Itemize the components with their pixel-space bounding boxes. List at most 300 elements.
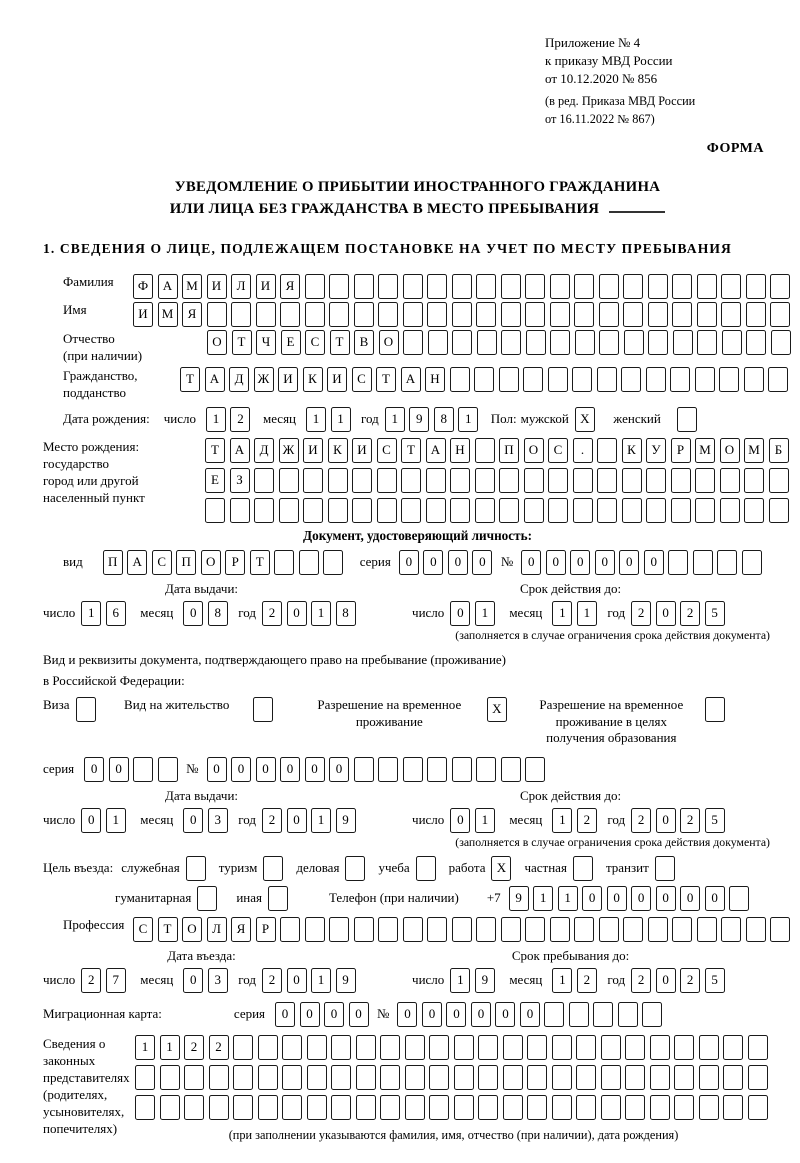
cell[interactable]: С xyxy=(352,367,372,392)
cell[interactable] xyxy=(499,498,519,523)
cell[interactable]: 1 xyxy=(160,1035,180,1060)
cell[interactable] xyxy=(429,1095,449,1120)
cell[interactable] xyxy=(697,274,717,299)
cell[interactable]: 2 xyxy=(577,968,597,993)
cell[interactable]: 5 xyxy=(705,968,725,993)
cell[interactable] xyxy=(133,757,153,782)
cell[interactable] xyxy=(646,367,666,392)
cell[interactable]: 1 xyxy=(311,968,331,993)
cell[interactable] xyxy=(699,1095,719,1120)
cell[interactable]: Б xyxy=(769,438,789,463)
cell[interactable] xyxy=(671,468,691,493)
cell[interactable]: 6 xyxy=(106,601,126,626)
cell[interactable]: 1 xyxy=(475,601,495,626)
cell[interactable] xyxy=(744,498,764,523)
cell[interactable] xyxy=(403,757,423,782)
cell[interactable] xyxy=(452,274,472,299)
cell[interactable]: 2 xyxy=(209,1035,229,1060)
cell[interactable]: 0 xyxy=(287,968,307,993)
cell[interactable] xyxy=(303,498,323,523)
cell[interactable]: И xyxy=(352,438,372,463)
cell[interactable] xyxy=(135,1095,155,1120)
cell[interactable]: Ф xyxy=(133,274,153,299)
cell[interactable] xyxy=(719,367,739,392)
purpose-business-checkbox[interactable] xyxy=(186,856,206,881)
cell[interactable]: О xyxy=(524,438,544,463)
cell[interactable]: У xyxy=(646,438,666,463)
cell[interactable] xyxy=(305,302,325,327)
cell[interactable] xyxy=(328,468,348,493)
cell[interactable] xyxy=(744,468,764,493)
cell[interactable]: 2 xyxy=(631,601,651,626)
cell[interactable] xyxy=(674,1065,694,1090)
cell[interactable] xyxy=(548,468,568,493)
cell[interactable]: 3 xyxy=(208,968,228,993)
cell[interactable] xyxy=(673,330,693,355)
purpose-commercial-checkbox[interactable] xyxy=(345,856,365,881)
cell[interactable] xyxy=(454,1065,474,1090)
cell[interactable] xyxy=(746,302,766,327)
cell[interactable]: Т xyxy=(250,550,270,575)
cell[interactable] xyxy=(746,330,766,355)
cell[interactable]: П xyxy=(103,550,123,575)
cell[interactable] xyxy=(697,917,717,942)
cell[interactable]: Д xyxy=(229,367,249,392)
cell[interactable] xyxy=(721,302,741,327)
cell[interactable]: 1 xyxy=(135,1035,155,1060)
cell[interactable]: Я xyxy=(280,274,300,299)
cell[interactable]: С xyxy=(548,438,568,463)
cell[interactable] xyxy=(593,1002,613,1027)
cell[interactable] xyxy=(599,302,619,327)
cell[interactable] xyxy=(599,330,619,355)
cell[interactable] xyxy=(274,550,294,575)
cell[interactable] xyxy=(503,1035,523,1060)
cell[interactable]: М xyxy=(158,302,178,327)
cell[interactable] xyxy=(331,1035,351,1060)
cell[interactable] xyxy=(501,330,521,355)
cell[interactable] xyxy=(328,498,348,523)
cell[interactable] xyxy=(282,1095,302,1120)
cell[interactable] xyxy=(478,1065,498,1090)
cell[interactable] xyxy=(672,274,692,299)
cell[interactable]: 9 xyxy=(475,968,495,993)
cell[interactable]: И xyxy=(278,367,298,392)
cell[interactable] xyxy=(668,550,688,575)
cell[interactable]: Н xyxy=(450,438,470,463)
cell[interactable] xyxy=(405,1095,425,1120)
cell[interactable]: А xyxy=(158,274,178,299)
cell[interactable] xyxy=(723,1035,743,1060)
cell[interactable] xyxy=(476,302,496,327)
cell[interactable] xyxy=(282,1065,302,1090)
cell[interactable] xyxy=(525,917,545,942)
cell[interactable] xyxy=(671,498,691,523)
cell[interactable]: С xyxy=(133,917,153,942)
cell[interactable]: 0 xyxy=(280,757,300,782)
cell[interactable] xyxy=(401,468,421,493)
cell[interactable] xyxy=(503,1065,523,1090)
cell[interactable] xyxy=(746,274,766,299)
cell[interactable] xyxy=(573,468,593,493)
cell[interactable] xyxy=(622,468,642,493)
cell[interactable]: 2 xyxy=(577,808,597,833)
cell[interactable] xyxy=(205,498,225,523)
purpose-other-checkbox[interactable] xyxy=(268,886,288,911)
cell[interactable] xyxy=(475,498,495,523)
cell[interactable] xyxy=(258,1095,278,1120)
cell[interactable] xyxy=(550,917,570,942)
cell[interactable] xyxy=(427,274,447,299)
purpose-transit-checkbox[interactable] xyxy=(655,856,675,881)
cell[interactable] xyxy=(452,330,472,355)
cell[interactable] xyxy=(427,917,447,942)
cell[interactable]: С xyxy=(377,438,397,463)
cell[interactable]: 1 xyxy=(458,407,478,432)
cell[interactable]: 0 xyxy=(448,550,468,575)
cell[interactable] xyxy=(354,274,374,299)
cell[interactable]: 0 xyxy=(183,601,203,626)
cell[interactable] xyxy=(744,367,764,392)
cell[interactable] xyxy=(672,917,692,942)
cell[interactable] xyxy=(209,1095,229,1120)
cell[interactable]: 0 xyxy=(680,886,700,911)
cell[interactable] xyxy=(256,302,276,327)
cell[interactable]: С xyxy=(305,330,325,355)
cell[interactable] xyxy=(527,1035,547,1060)
cell[interactable]: 0 xyxy=(109,757,129,782)
cell[interactable]: Ч xyxy=(256,330,276,355)
cell[interactable] xyxy=(599,917,619,942)
cell[interactable] xyxy=(748,1065,768,1090)
cell[interactable] xyxy=(305,274,325,299)
cell[interactable] xyxy=(475,468,495,493)
cell[interactable] xyxy=(524,468,544,493)
sex-female-checkbox[interactable] xyxy=(677,407,697,432)
cell[interactable]: Т xyxy=(180,367,200,392)
cell[interactable] xyxy=(378,302,398,327)
cell[interactable] xyxy=(674,1035,694,1060)
cell[interactable]: 0 xyxy=(397,1002,417,1027)
cell[interactable] xyxy=(476,274,496,299)
cell[interactable] xyxy=(403,917,423,942)
cell[interactable] xyxy=(305,917,325,942)
cell[interactable] xyxy=(352,498,372,523)
cell[interactable] xyxy=(426,468,446,493)
cell[interactable]: 0 xyxy=(81,808,101,833)
cell[interactable]: 1 xyxy=(552,601,572,626)
cell[interactable] xyxy=(380,1095,400,1120)
cell[interactable]: Т xyxy=(401,438,421,463)
temp-residence-education-checkbox[interactable] xyxy=(705,697,725,722)
cell[interactable] xyxy=(618,1002,638,1027)
cell[interactable]: 0 xyxy=(256,757,276,782)
cell[interactable]: 9 xyxy=(409,407,429,432)
cell[interactable] xyxy=(550,302,570,327)
cell[interactable]: 9 xyxy=(336,968,356,993)
cell[interactable]: Ж xyxy=(279,438,299,463)
cell[interactable]: Я xyxy=(182,302,202,327)
cell[interactable] xyxy=(770,302,790,327)
cell[interactable] xyxy=(770,917,790,942)
cell[interactable]: 0 xyxy=(423,550,443,575)
cell[interactable] xyxy=(405,1065,425,1090)
cell[interactable]: 0 xyxy=(595,550,615,575)
cell[interactable]: А xyxy=(230,438,250,463)
cell[interactable] xyxy=(377,498,397,523)
cell[interactable] xyxy=(427,757,447,782)
cell[interactable] xyxy=(574,302,594,327)
cell[interactable] xyxy=(597,498,617,523)
cell[interactable]: 0 xyxy=(521,550,541,575)
purpose-work-checkbox[interactable]: X xyxy=(491,856,511,881)
cell[interactable] xyxy=(597,367,617,392)
cell[interactable] xyxy=(231,302,251,327)
cell[interactable]: 2 xyxy=(262,968,282,993)
cell[interactable]: 0 xyxy=(84,757,104,782)
cell[interactable]: 1 xyxy=(81,601,101,626)
cell[interactable]: И xyxy=(207,274,227,299)
cell[interactable] xyxy=(746,917,766,942)
cell[interactable]: 0 xyxy=(446,1002,466,1027)
cell[interactable] xyxy=(729,886,749,911)
cell[interactable] xyxy=(427,302,447,327)
cell[interactable] xyxy=(403,302,423,327)
cell[interactable]: Л xyxy=(231,274,251,299)
cell[interactable] xyxy=(233,1095,253,1120)
cell[interactable]: 9 xyxy=(336,808,356,833)
cell[interactable]: 1 xyxy=(206,407,226,432)
cell[interactable] xyxy=(380,1035,400,1060)
cell[interactable] xyxy=(475,438,495,463)
cell[interactable]: 1 xyxy=(106,808,126,833)
cell[interactable] xyxy=(771,330,791,355)
cell[interactable] xyxy=(695,498,715,523)
cell[interactable]: И xyxy=(256,274,276,299)
purpose-tourism-checkbox[interactable] xyxy=(263,856,283,881)
cell[interactable] xyxy=(258,1035,278,1060)
cell[interactable]: О xyxy=(379,330,399,355)
cell[interactable] xyxy=(748,1035,768,1060)
cell[interactable]: О xyxy=(207,330,227,355)
cell[interactable] xyxy=(405,1035,425,1060)
cell[interactable]: 0 xyxy=(619,550,639,575)
cell[interactable] xyxy=(499,468,519,493)
cell[interactable]: 0 xyxy=(207,757,227,782)
cell[interactable] xyxy=(527,1095,547,1120)
cell[interactable]: Р xyxy=(671,438,691,463)
cell[interactable] xyxy=(552,1035,572,1060)
cell[interactable] xyxy=(621,367,641,392)
cell[interactable] xyxy=(625,1095,645,1120)
cell[interactable]: П xyxy=(176,550,196,575)
cell[interactable] xyxy=(329,917,349,942)
cell[interactable]: 0 xyxy=(471,1002,491,1027)
cell[interactable]: 8 xyxy=(208,601,228,626)
cell[interactable]: 0 xyxy=(656,968,676,993)
cell[interactable]: 1 xyxy=(450,968,470,993)
cell[interactable]: 0 xyxy=(287,808,307,833)
cell[interactable]: К xyxy=(303,367,323,392)
cell[interactable] xyxy=(429,1065,449,1090)
cell[interactable] xyxy=(258,1065,278,1090)
cell[interactable] xyxy=(550,274,570,299)
cell[interactable] xyxy=(742,550,762,575)
cell[interactable] xyxy=(160,1095,180,1120)
cell[interactable] xyxy=(699,1035,719,1060)
cell[interactable] xyxy=(622,498,642,523)
cell[interactable] xyxy=(552,1095,572,1120)
cell[interactable] xyxy=(625,1035,645,1060)
cell[interactable]: 0 xyxy=(287,601,307,626)
cell[interactable]: 8 xyxy=(336,601,356,626)
cell[interactable]: Е xyxy=(281,330,301,355)
cell[interactable]: 0 xyxy=(450,601,470,626)
cell[interactable]: Е xyxy=(205,468,225,493)
cell[interactable] xyxy=(574,917,594,942)
cell[interactable] xyxy=(525,302,545,327)
sex-male-checkbox[interactable]: X xyxy=(575,407,595,432)
cell[interactable] xyxy=(574,274,594,299)
cell[interactable]: С xyxy=(152,550,172,575)
cell[interactable] xyxy=(254,468,274,493)
cell[interactable]: 0 xyxy=(472,550,492,575)
cell[interactable] xyxy=(403,274,423,299)
cell[interactable]: 0 xyxy=(183,968,203,993)
cell[interactable]: 1 xyxy=(552,808,572,833)
cell[interactable]: 0 xyxy=(546,550,566,575)
cell[interactable]: 2 xyxy=(680,808,700,833)
cell[interactable] xyxy=(503,1095,523,1120)
cell[interactable]: И xyxy=(327,367,347,392)
cell[interactable] xyxy=(354,917,374,942)
cell[interactable]: 2 xyxy=(184,1035,204,1060)
cell[interactable] xyxy=(548,498,568,523)
cell[interactable] xyxy=(523,367,543,392)
cell[interactable] xyxy=(474,367,494,392)
cell[interactable]: 2 xyxy=(680,601,700,626)
cell[interactable] xyxy=(601,1035,621,1060)
cell[interactable]: 0 xyxy=(644,550,664,575)
cell[interactable]: 1 xyxy=(577,601,597,626)
cell[interactable] xyxy=(646,468,666,493)
cell[interactable]: 0 xyxy=(422,1002,442,1027)
cell[interactable] xyxy=(552,1065,572,1090)
cell[interactable] xyxy=(623,917,643,942)
cell[interactable] xyxy=(501,757,521,782)
cell[interactable]: 0 xyxy=(275,1002,295,1027)
temp-residence-checkbox[interactable]: X xyxy=(487,697,507,722)
cell[interactable]: М xyxy=(695,438,715,463)
cell[interactable] xyxy=(331,1095,351,1120)
cell[interactable] xyxy=(650,1095,670,1120)
cell[interactable] xyxy=(354,302,374,327)
cell[interactable]: 0 xyxy=(705,886,725,911)
cell[interactable]: 2 xyxy=(680,968,700,993)
purpose-humanitarian-checkbox[interactable] xyxy=(197,886,217,911)
cell[interactable] xyxy=(769,498,789,523)
cell[interactable]: Т xyxy=(158,917,178,942)
cell[interactable] xyxy=(352,468,372,493)
cell[interactable]: А xyxy=(426,438,446,463)
cell[interactable] xyxy=(623,274,643,299)
cell[interactable] xyxy=(329,302,349,327)
cell[interactable] xyxy=(650,1035,670,1060)
cell[interactable]: 3 xyxy=(208,808,228,833)
cell[interactable] xyxy=(670,367,690,392)
cell[interactable] xyxy=(230,498,250,523)
cell[interactable] xyxy=(303,468,323,493)
cell[interactable] xyxy=(642,1002,662,1027)
cell[interactable] xyxy=(501,917,521,942)
cell[interactable]: 1 xyxy=(558,886,578,911)
cell[interactable]: 0 xyxy=(656,886,676,911)
cell[interactable]: 2 xyxy=(262,601,282,626)
cell[interactable] xyxy=(354,757,374,782)
cell[interactable] xyxy=(721,274,741,299)
cell[interactable] xyxy=(454,1035,474,1060)
cell[interactable] xyxy=(695,367,715,392)
cell[interactable] xyxy=(280,302,300,327)
cell[interactable]: 0 xyxy=(656,601,676,626)
cell[interactable] xyxy=(525,274,545,299)
cell[interactable] xyxy=(597,468,617,493)
cell[interactable]: 1 xyxy=(311,601,331,626)
cell[interactable] xyxy=(279,468,299,493)
cell[interactable] xyxy=(450,498,470,523)
cell[interactable] xyxy=(748,1095,768,1120)
cell[interactable]: 8 xyxy=(434,407,454,432)
cell[interactable]: . xyxy=(573,438,593,463)
cell[interactable]: 0 xyxy=(324,1002,344,1027)
cell[interactable] xyxy=(599,274,619,299)
cell[interactable]: 1 xyxy=(306,407,326,432)
cell[interactable]: 7 xyxy=(106,968,126,993)
cell[interactable] xyxy=(299,550,319,575)
cell[interactable]: 0 xyxy=(399,550,419,575)
cell[interactable]: 2 xyxy=(230,407,250,432)
cell[interactable] xyxy=(499,367,519,392)
cell[interactable]: 0 xyxy=(607,886,627,911)
cell[interactable]: 1 xyxy=(331,407,351,432)
cell[interactable] xyxy=(601,1065,621,1090)
cell[interactable] xyxy=(573,498,593,523)
cell[interactable] xyxy=(476,917,496,942)
cell[interactable]: О xyxy=(720,438,740,463)
cell[interactable] xyxy=(722,330,742,355)
cell[interactable] xyxy=(697,302,717,327)
cell[interactable]: И xyxy=(133,302,153,327)
cell[interactable] xyxy=(721,917,741,942)
cell[interactable] xyxy=(526,330,546,355)
cell[interactable] xyxy=(723,1065,743,1090)
cell[interactable] xyxy=(158,757,178,782)
cell[interactable]: З xyxy=(230,468,250,493)
cell[interactable] xyxy=(576,1065,596,1090)
cell[interactable] xyxy=(476,757,496,782)
cell[interactable]: А xyxy=(127,550,147,575)
cell[interactable]: 1 xyxy=(552,968,572,993)
purpose-private-checkbox[interactable] xyxy=(573,856,593,881)
visa-checkbox[interactable] xyxy=(76,697,96,722)
cell[interactable] xyxy=(623,302,643,327)
cell[interactable] xyxy=(209,1065,229,1090)
cell[interactable] xyxy=(576,1035,596,1060)
cell[interactable] xyxy=(699,1065,719,1090)
cell[interactable] xyxy=(356,1035,376,1060)
cell[interactable] xyxy=(184,1065,204,1090)
cell[interactable] xyxy=(648,274,668,299)
